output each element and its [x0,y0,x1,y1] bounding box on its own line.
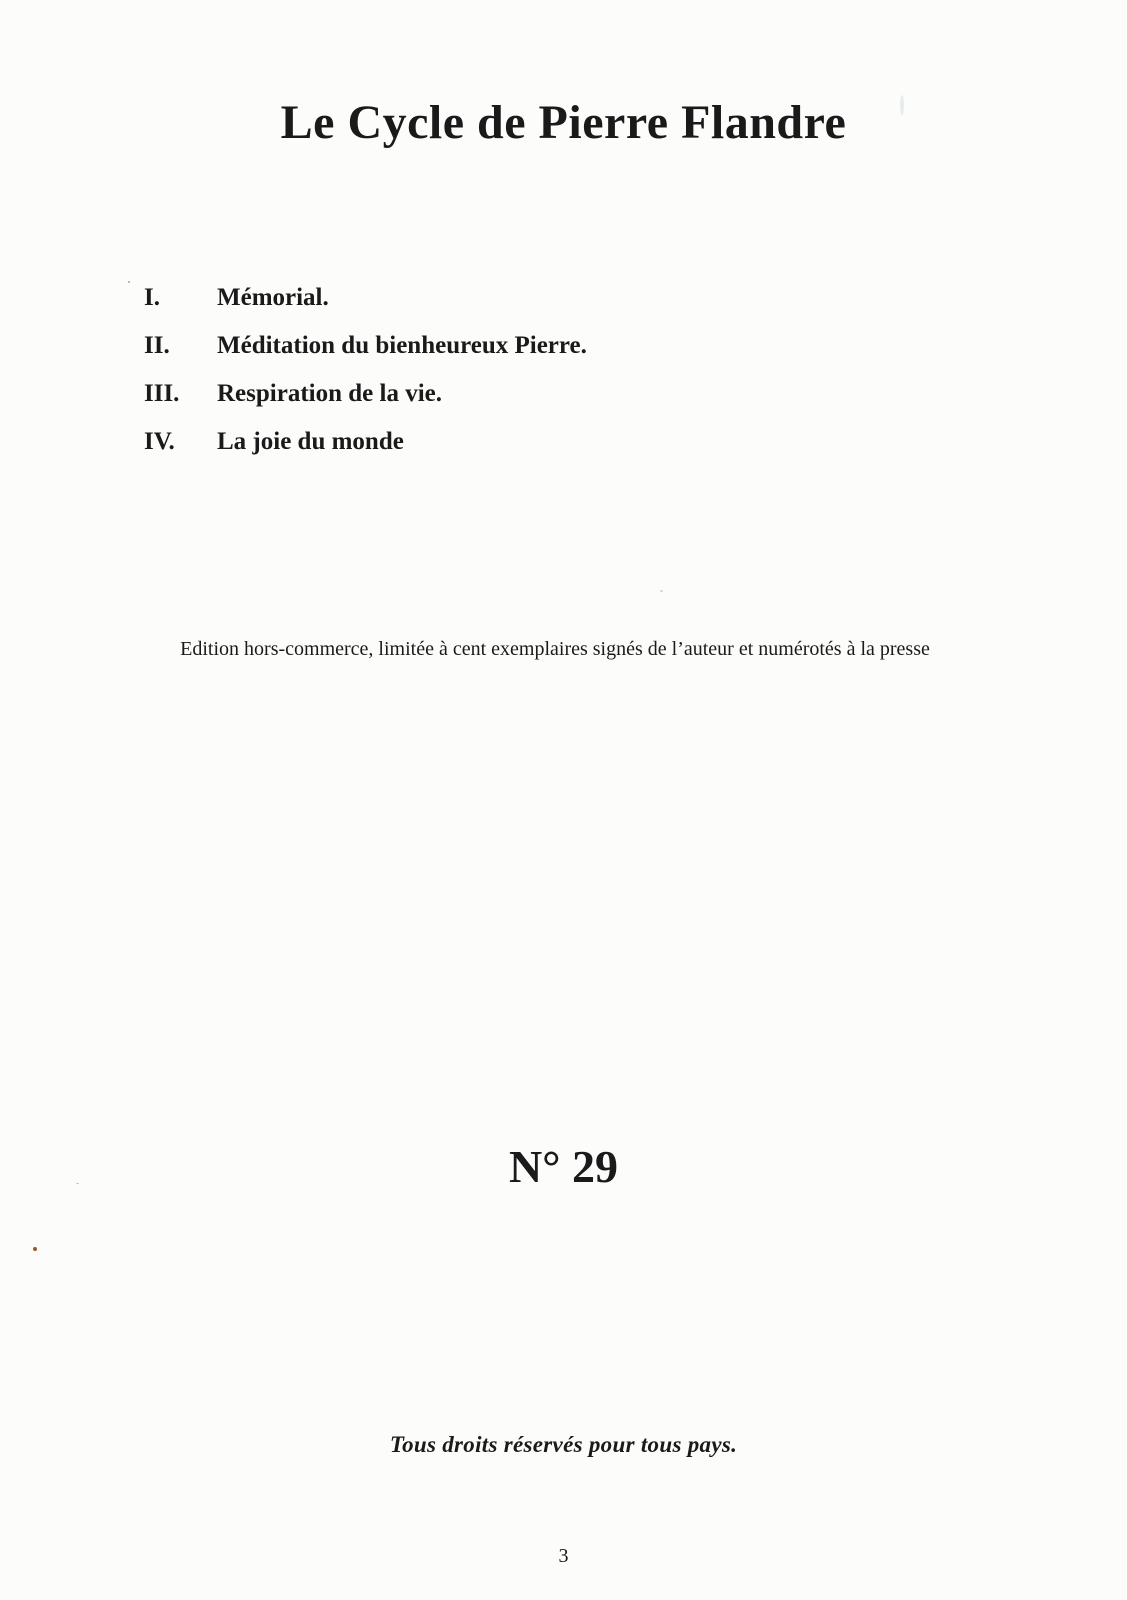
scan-speck [128,281,130,283]
scan-speck [660,590,663,592]
toc-item-label: Mémorial. [217,284,329,311]
document-title: Le Cycle de Pierre Flandre [280,96,847,149]
scan-speck [900,95,904,115]
edition-note: Edition hors-commerce, limitée à cent exemplaires signés de l’auteur et numérotés à la presse [180,638,930,660]
scan-speck [33,1247,37,1251]
toc-item [144,418,844,466]
toc-item-numeral: III. [144,380,180,407]
page-number: 3 [558,1545,569,1567]
scan-speck [76,1183,79,1184]
toc-item-numeral: I. [144,284,160,311]
toc-item-label: Respiration de la vie. [217,380,442,407]
toc-item-label: Méditation du bienheureux Pierre. [217,332,587,359]
toc-item [144,370,844,418]
toc-item-numeral: IV. [144,428,175,455]
toc-item-label: La joie du monde [217,428,404,455]
toc-item-numeral: II. [144,332,170,359]
table-of-contents [144,274,844,466]
rights-notice: Tous droits réservés pour tous pays. [389,1432,738,1457]
copy-number: N° 29 [508,1141,619,1192]
toc-item [144,274,844,322]
toc-item [144,322,844,370]
